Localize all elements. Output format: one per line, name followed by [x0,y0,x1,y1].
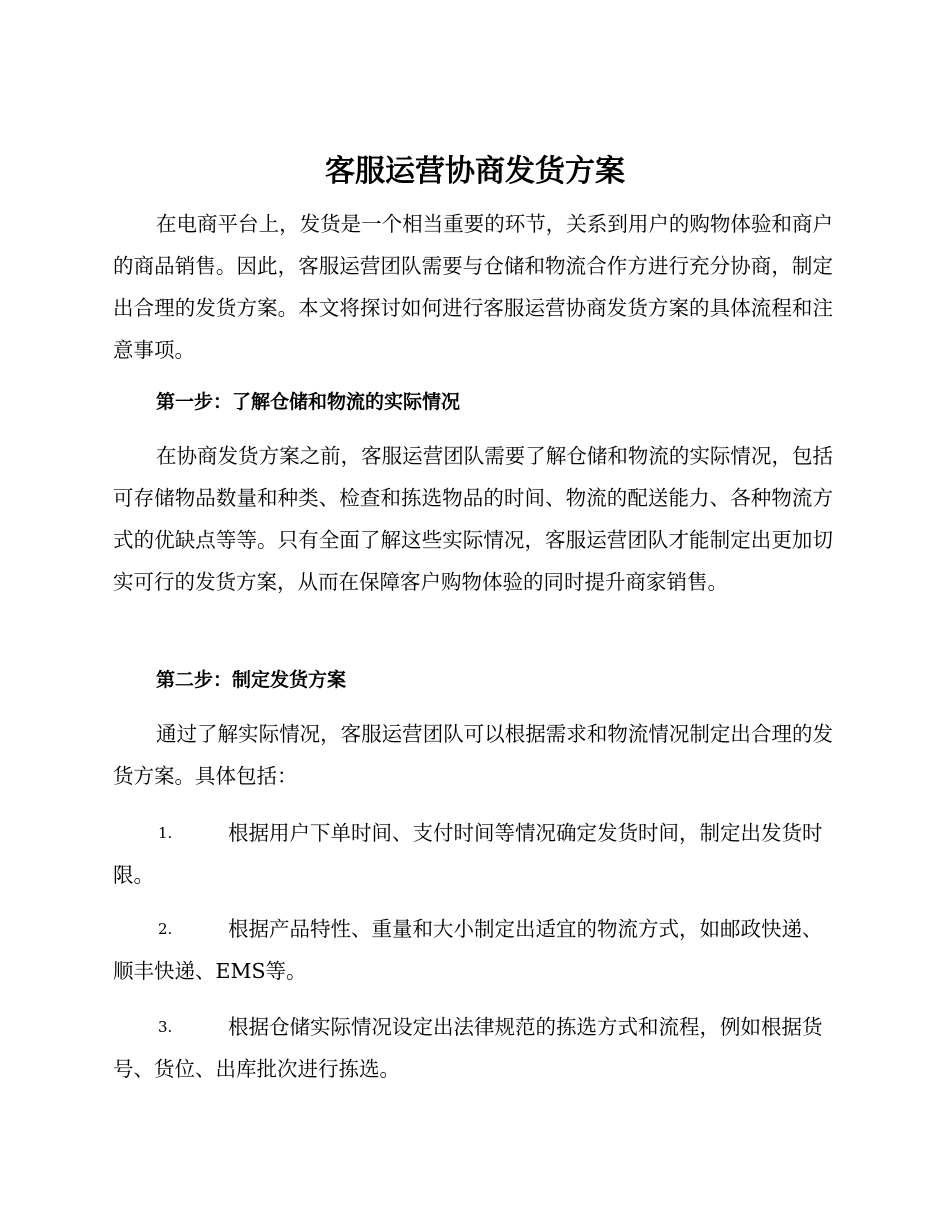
list-item-text: 根据用户下单时间、支付时间等情况确定发货时间，制定出发货时限。 [113,821,823,887]
list-item-1 [113,812,833,896]
document-title: 客服运营协商发货方案 [325,154,625,189]
list-item-number: 1. [158,824,173,842]
step1-heading: 第一步：了解仓储和物流的实际情况 [156,391,461,413]
list-item-number: 3. [158,1018,173,1036]
step2-paragraph: 通过了解实际情况，客服运营团队可以根据需求和物流情况制定出合理的发货方案。具体包括： [113,722,833,788]
list-item-number: 2. [158,920,173,938]
step1-paragraph: 在协商发货方案之前，客服运营团队需要了解仓储和物流的实际情况，包括可存储物品数量和种类、检查和拣选物品的时间、物流的配送能力、各种物流方式的优缺点等等。只有全面了解这些实际情况，客服运营团队才能制定出更加切实可行的发货方案，从而在保障客户购物体验的同时提升商家销售。 [113,444,833,594]
intro-paragraph: 在电商平台上，发货是一个相当重要的环节，关系到用户的购物体验和商户的商品销售。因此，客服运营团队需要与仓储和物流合作方进行充分协商，制定出合理的发货方案。本文将探讨如何进行客服运营协商发货方案的具体流程和注意事项。 [113,212,833,362]
list-item-3 [113,1006,833,1090]
step2-heading: 第二步：制定发货方案 [156,669,347,691]
list-item-text: 根据仓储实际情况设定出法律规范的拣选方式和流程，例如根据货号、货位、出库批次进行拣选。 [113,1015,823,1081]
list-item-text: 根据产品特性、重量和大小制定出适宜的物流方式，如邮政快递、顺丰快递、EMS等。 [113,917,823,983]
list-item-2 [113,908,833,992]
